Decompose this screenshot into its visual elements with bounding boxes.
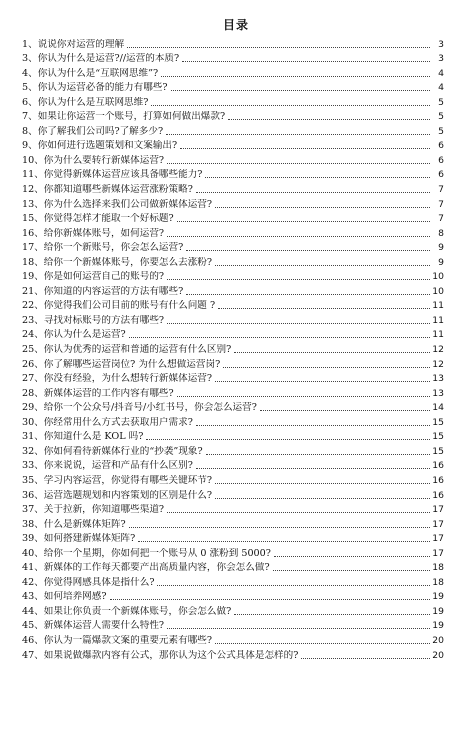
toc-entry[interactable] [22,51,444,66]
toc-dot-leader [129,336,430,338]
toc-page-number: 7 [438,184,444,196]
toc-entry-text: 23、寻找对标账号的方法有哪些? [22,314,165,326]
toc-dot-leader [167,278,430,280]
toc-page-number: 13 [432,373,444,385]
toc-entry[interactable] [22,545,444,560]
toc-page-number: 20 [432,634,444,646]
toc-entry[interactable] [22,632,444,647]
toc-entry-text: 3、你认为什么是运营?//运营的本质? [22,53,180,65]
toc-entry[interactable] [22,283,444,298]
toc-entry[interactable] [22,589,444,604]
toc-page-number: 15 [432,431,444,443]
toc-dot-leader [205,176,430,178]
toc-page-number: 10 [432,285,444,297]
toc-entry-text: 45、新媒体运营人需要什么特性? [22,620,165,632]
toc-entry-text: 36、运营选题规划和内容策划的区别是什么? [22,489,213,501]
toc-page-number: 16 [432,489,444,501]
toc-dot-leader [215,264,430,266]
toc-page-number: 19 [432,620,444,632]
toc-entry-text: 1、说说你对运营的理解 [22,38,125,50]
toc-entry[interactable] [22,211,444,226]
toc-entry[interactable] [22,94,444,109]
toc-entry[interactable] [22,487,444,502]
toc-dot-leader [273,569,430,571]
toc-page-number: 18 [432,576,444,588]
toc-entry[interactable] [22,502,444,517]
toc-entry-text: 43、如何培养网感? [22,591,107,603]
toc-page-number: 16 [432,460,444,472]
toc-dot-leader [196,467,430,469]
toc-dot-leader [151,104,430,106]
toc-dot-leader [110,598,430,600]
toc-entry-text: 31、你知道什么是 KOL 吗? [22,431,144,443]
toc-entry[interactable] [22,385,444,400]
toc-entry[interactable] [22,371,444,386]
toc-entry[interactable] [22,400,444,415]
toc-entry[interactable] [22,240,444,255]
toc-entry[interactable] [22,516,444,531]
toc-entry-text: 22、你觉得我们公司目前的账号有什么问题 ? [22,300,216,312]
toc-entry[interactable] [22,574,444,589]
toc-dot-leader [146,438,430,440]
toc-dot-leader [215,380,430,382]
toc-page-number: 4 [438,82,444,94]
toc-entry[interactable] [22,341,444,356]
toc-dot-leader [234,351,430,353]
toc-page-number: 12 [432,358,444,370]
toc-entry-text: 25、你认为优秀的运营和普通的运营有什么区别? [22,344,232,356]
toc-entry-text: 39、如何搭建新媒体矩阵? [22,533,136,545]
toc-dot-leader [228,118,430,120]
toc-page-number: 17 [432,547,444,559]
toc-entry[interactable] [22,269,444,284]
toc-entry[interactable] [22,531,444,546]
toc-entry[interactable] [22,254,444,269]
toc-page-number: 7 [438,213,444,225]
toc-dot-leader [127,46,430,48]
toc-dot-leader [138,540,430,542]
toc-dot-leader [167,322,430,324]
toc-page-number: 14 [432,402,444,414]
toc-entry[interactable] [22,618,444,633]
toc-dot-leader [218,307,430,309]
toc-entry[interactable] [22,472,444,487]
toc-page-number: 15 [432,445,444,457]
toc-entry-text: 42、你觉得网感具体是指什么? [22,576,155,588]
toc-page-number: 5 [438,96,444,108]
toc-dot-leader [215,482,430,484]
toc-dot-leader [177,220,430,222]
toc-page-number: 6 [438,169,444,181]
toc-entry-text: 12、你都知道哪些新媒体运营涨粉策略? [22,184,193,196]
toc-entry-text: 4、你认为什么是“互联网思维”? [22,67,159,79]
toc-entry[interactable] [22,80,444,95]
toc-page-number: 11 [432,329,444,341]
toc-entry[interactable] [22,327,444,342]
toc-page-number: 10 [432,271,444,283]
toc-entry[interactable] [22,109,444,124]
toc-entry-text: 19、你是如何运营自己的账号的? [22,271,165,283]
toc-page-number: 19 [432,605,444,617]
toc-entry[interactable] [22,443,444,458]
toc-dot-leader [161,75,430,77]
toc-entry[interactable] [22,196,444,211]
toc-page-number: 13 [432,387,444,399]
toc-entry-text: 27、你没有经验，为什么想转行新媒体运营? [22,373,213,385]
toc-entry[interactable] [22,312,444,327]
toc-entry-text: 30、你经常用什么方式去获取用户需求? [22,416,193,428]
toc-dot-leader [223,366,430,368]
toc-page-number: 18 [432,562,444,574]
toc-dot-leader [274,555,430,557]
toc-entry[interactable] [22,225,444,240]
toc-page-number: 8 [438,227,444,239]
toc-page-number: 4 [438,67,444,79]
toc-page-number: 17 [432,504,444,516]
toc-entry-text: 40、给你一个星期，你如何把一个账号从 0 涨粉到 5000? [22,547,271,559]
toc-dot-leader [177,395,430,397]
toc-entry[interactable] [22,647,444,662]
toc-page-number: 3 [438,38,444,50]
toc-page-number: 5 [438,111,444,123]
toc-entry-text: 29、给你一个公众号/抖音号/小红书号，你会怎么运营? [22,402,257,414]
toc-title: 目录 [222,18,249,32]
toc-entry-text: 13、你为什么选择来我们公司做新媒体运营? [22,198,213,210]
toc-entry-text: 35、学习内容运营，你觉得有哪些关键环节? [22,474,213,486]
toc-page-number: 9 [438,242,444,254]
toc-entry-text: 26、你了解哪些运营岗位? 为什么想做运营岗? [22,358,221,370]
toc-page-number: 11 [432,314,444,326]
toc-entry-text: 8、你了解我们公司吗?了解多少? [22,125,164,137]
toc-page-number: 11 [432,300,444,312]
toc-entry-text: 28、新媒体运营的工作内容有哪些? [22,387,174,399]
toc-dot-leader [215,642,430,644]
toc-dot-leader [166,133,430,135]
toc-entry-text: 18、给你一个新媒体账号，你要怎么去涨粉? [22,256,213,268]
toc-entry[interactable] [22,65,444,80]
toc-dot-leader [186,293,430,295]
toc-entry[interactable] [22,560,444,575]
toc-entry-text: 9、你如何进行选题策划和文案输出? [22,140,178,152]
toc-entry-text: 5、你认为运营必备的能力有哪些? [22,82,168,94]
toc-dot-leader [215,497,430,499]
toc-entry-text: 46、你认为一篇爆款文案的重要元素有哪些? [22,634,213,646]
toc-page-number: 12 [432,344,444,356]
toc-entry[interactable] [22,603,444,618]
toc-entry[interactable] [22,298,444,313]
toc-page-number: 5 [438,125,444,137]
toc-dot-leader [260,409,430,411]
toc-entry[interactable] [22,138,444,153]
toc-entry[interactable] [22,181,444,196]
toc-entry[interactable] [22,458,444,473]
toc-entry-text: 44、如果让你负责一个新媒体账号，你会怎么做? [22,605,232,617]
toc-page-number: 17 [432,518,444,530]
toc-page-number: 20 [432,649,444,661]
toc-entry-text: 11、你觉得新媒体运营应该具备哪些能力? [22,169,203,181]
toc-entry-text: 16、给你新媒体账号，如何运营? [22,227,165,239]
toc-entry-text: 38、什么是新媒体矩阵? [22,518,126,530]
toc-entry-text: 47、如果说做爆款内容有公式，那你认为这个公式具体是怎样的? [22,649,299,661]
toc-entry[interactable] [22,36,444,51]
toc-page-number: 9 [438,256,444,268]
toc-page-number: 6 [438,140,444,152]
toc-page-number: 6 [438,154,444,166]
toc-entry-text: 37、关于拉新，你知道哪些渠道? [22,504,165,516]
toc-entry-text: 33、你来说说，运营和产品有什么区别? [22,460,193,472]
toc-entry-text: 6、你认为什么是互联网思维? [22,96,149,108]
toc-page-number: 19 [432,591,444,603]
toc-entry-text: 24、你认为什么是运营? [22,329,126,341]
toc-dot-leader [196,424,430,426]
toc-entry-text: 17、给你一个新账号，你会怎么运营? [22,242,184,254]
toc-dot-leader [301,657,430,659]
toc-dot-leader [157,584,430,586]
toc-list [22,36,444,662]
toc-dot-leader [171,89,430,91]
toc-entry-text: 41、新媒体的工作每天都要产出高质量内容，你会怎么做? [22,562,270,574]
toc-dot-leader [129,526,430,528]
toc-entry[interactable] [22,414,444,429]
toc-entry-text: 21、你知道的内容运营的方法有哪些? [22,285,184,297]
toc-entry[interactable] [22,356,444,371]
toc-dot-leader [182,60,430,62]
toc-dot-leader [167,627,430,629]
toc-dot-leader [167,162,430,164]
toc-entry[interactable] [22,429,444,444]
toc-dot-leader [167,511,430,513]
toc-entry[interactable] [22,123,444,138]
toc-dot-leader [167,235,430,237]
toc-dot-leader [196,191,430,193]
toc-dot-leader [206,453,430,455]
toc-entry-text: 10、你为什么要转行新媒体运营? [22,154,165,166]
toc-entry-text: 15、你觉得怎样才能取一个好标题? [22,213,174,225]
toc-page-number: 3 [438,53,444,65]
toc-entry[interactable] [22,167,444,182]
toc-dot-leader [234,613,430,615]
toc-page-number: 7 [438,198,444,210]
toc-dot-leader [186,249,430,251]
toc-page-number: 15 [432,416,444,428]
toc-dot-leader [180,147,430,149]
toc-entry[interactable] [22,152,444,167]
toc-dot-leader [215,206,430,208]
toc-entry-text: 32、你如何看待新媒体行业的“抄袭”现象? [22,445,203,457]
toc-entry-text: 7、如果让你运营一个账号，打算如何做出爆款? [22,111,226,123]
toc-page-number: 17 [432,533,444,545]
toc-page-number: 16 [432,474,444,486]
